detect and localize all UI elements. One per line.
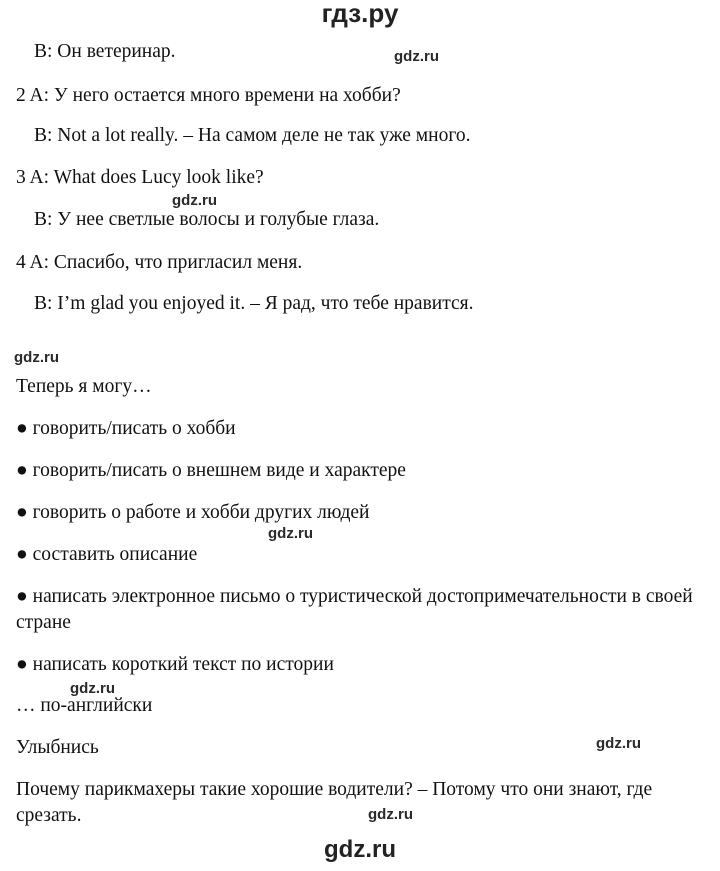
smile-text: Почему парикмахеры такие хорошие водители? – Потому что они знают, где срезать.	[16, 779, 653, 826]
can-do-item-6: ● написать короткий текст по истории	[16, 654, 334, 675]
watermark: gdz.ru	[70, 680, 115, 697]
can-do-item-4: ● составить описание	[16, 544, 198, 565]
watermark: gdz.ru	[394, 48, 439, 65]
can-do-item-1: ● говорить/писать о хобби	[16, 418, 236, 439]
dialogue-line-1: B: Он ветеринар.	[34, 41, 176, 62]
watermark: gdz.ru	[596, 735, 641, 752]
watermark: gdz.ru	[268, 525, 313, 542]
can-do-item-5: ● написать электронное письмо о туристической достопримечательности в своей стране	[16, 586, 693, 633]
can-do-item-2: ● говорить/писать о внешнем виде и характере	[16, 460, 406, 481]
dialogue-line-5: B: У нее светлые волосы и голубые глаза.	[34, 209, 380, 230]
watermark: gdz.ru	[368, 806, 413, 823]
dialogue-line-2: 2 A: У него остается много времени на хобби?	[16, 85, 401, 106]
site-footer-brand: gdz.ru	[324, 836, 396, 863]
site-header-title: гдз.ру	[321, 0, 399, 28]
can-do-title: Теперь я могу…	[16, 376, 152, 397]
dialogue-line-6: 4 A: Спасибо, что пригласил меня.	[16, 252, 303, 273]
dialogue-line-3: B: Not a lot really. – На самом деле не так уже много.	[34, 125, 471, 146]
dialogue-line-4: 3 A: What does Lucy look like?	[16, 167, 264, 188]
smile-title: Улыбнись	[16, 737, 99, 758]
watermark: gdz.ru	[14, 349, 59, 366]
watermark: gdz.ru	[172, 192, 217, 209]
can-do-item-3: ● говорить о работе и хобби других людей	[16, 502, 370, 523]
dialogue-line-7: B: I’m glad you enjoyed it. – Я рад, что тебе нравится.	[34, 293, 474, 314]
can-do-closing: … по-английски	[16, 695, 153, 716]
